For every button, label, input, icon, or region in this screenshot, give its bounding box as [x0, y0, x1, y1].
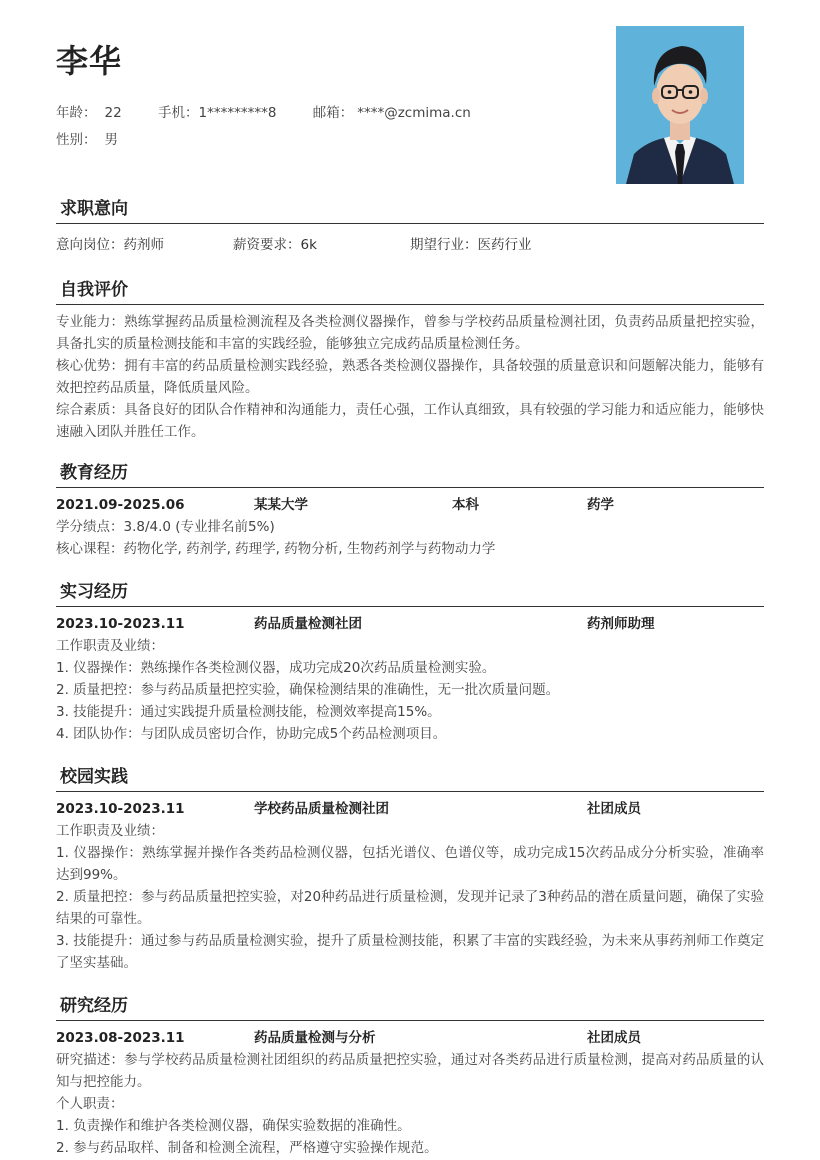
- education-courses: 核心课程：药物化学, 药剂学, 药理学, 药物分析, 生物药剂学与药物动力学: [56, 541, 496, 557]
- list-item: 2. 质量把控：参与药品质量把控实验，对20种药品进行质量检测，发现并记录了3种药品的潜在质量问题，确保了实验结果的可靠性。: [56, 889, 764, 927]
- list-item: 1. 仪器操作：熟练掌握并操作各类药品检测仪器，包括光谱仪、色谱仪等，成功完成15次药品成分分析实验，准确率达到99%。: [56, 845, 764, 883]
- gender-row: [56, 128, 150, 148]
- email-field: 邮箱： ****@zcmima.cn: [312, 105, 471, 121]
- list-item: 3. 技能提升：通过参与药品质量检测实验，提升了质量检测技能，积累了丰富的实践经验，为未来从事药剂师工作奠定了坚实基础。: [56, 933, 764, 971]
- education-school: 某某大学: [254, 497, 308, 513]
- self-eval-paragraph: 综合素质：具备良好的团队合作精神和沟通能力，责任心强，工作认真细致，具有较强的学习能力和适应能力，能够快速融入团队并胜任工作。: [56, 402, 764, 440]
- phone-field: 手机：1*********8: [157, 105, 277, 121]
- list-item: 4. 团队协作：与团队成员密切合作，协助完成5个药品检测项目。: [56, 726, 447, 742]
- section-title: 校园实践: [56, 765, 764, 792]
- research-project: 药品质量检测与分析: [254, 1030, 376, 1046]
- list-item: 2. 参与药品取样、制备和检测全流程，严格遵守实验操作规范。: [56, 1140, 438, 1156]
- campus-role: 社团成员: [587, 801, 641, 817]
- section-internship: [56, 580, 764, 745]
- research-description: 研究描述：参与学校药品质量检测社团组织的药品质量把控实验，通过对各类药品进行质量检测，提高对药品质量的认知与把控能力。: [56, 1052, 764, 1090]
- list-item: 2. 质量把控：参与药品质量把控实验，确保检测结果的准确性，无一批次质量问题。: [56, 682, 560, 698]
- section-campus-practice: [56, 765, 764, 974]
- list-item: 1. 负责操作和维护各类检测仪器，确保实验数据的准确性。: [56, 1118, 411, 1134]
- candidate-name: 李华: [56, 42, 123, 80]
- section-self-evaluation: [56, 278, 764, 443]
- section-research: [56, 994, 764, 1159]
- list-item: 3. 技能提升：通过实践提升质量检测技能，检测效率提高15%。: [56, 704, 441, 720]
- campus-date: 2023.10-2023.11: [56, 801, 185, 817]
- education-degree: 本科: [452, 497, 479, 513]
- self-eval-paragraph: 核心优势：拥有丰富的药品质量检测实践经验，熟悉各类检测仪器操作，具备较强的质量意识和问题解决能力，能够有效把控药品质量，降低质量风险。: [56, 358, 764, 396]
- section-job-intent: [56, 197, 764, 256]
- education-major: 药学: [587, 497, 614, 513]
- contact-row: [56, 101, 503, 121]
- research-date: 2023.08-2023.11: [56, 1030, 185, 1046]
- age-field: 年龄： 22: [56, 105, 122, 121]
- section-title: 实习经历: [56, 580, 764, 607]
- internship-org: 药品质量检测社团: [254, 616, 362, 632]
- intent-salary: 薪资要求：6k: [233, 237, 317, 253]
- internship-intro: 工作职责及业绩：: [56, 638, 164, 654]
- intent-industry: 期望行业：医药行业: [410, 237, 532, 253]
- profile-photo: [616, 26, 744, 184]
- list-item: 1. 仪器操作：熟练操作各类检测仪器，成功完成20次药品质量检测实验。: [56, 660, 496, 676]
- education-gpa: 学分绩点：3.8/4.0 (专业排名前5%): [56, 519, 275, 535]
- research-role: 社团成员: [587, 1030, 641, 1046]
- internship-date: 2023.10-2023.11: [56, 616, 185, 632]
- section-title: 研究经历: [56, 994, 764, 1021]
- campus-intro: 工作职责及业绩：: [56, 823, 164, 839]
- research-duty-intro: 个人职责：: [56, 1096, 124, 1112]
- self-eval-paragraph: 专业能力：熟练掌握药品质量检测流程及各类检测仪器操作，曾参与学校药品质量检测社团，负责药品质量把控实验，具备扎实的质量检测技能和丰富的实践经验，能够独立完成药品质量检测任务。: [56, 314, 764, 352]
- internship-role: 药剂师助理: [587, 616, 655, 632]
- intent-position: 意向岗位：药剂师: [56, 237, 164, 253]
- education-date: 2021.09-2025.06: [56, 497, 185, 513]
- section-title: 求职意向: [56, 197, 764, 224]
- section-title: 自我评价: [56, 278, 764, 305]
- section-title: 教育经历: [56, 461, 764, 488]
- gender-field: 性别： 男: [56, 132, 118, 148]
- campus-org: 学校药品质量检测社团: [254, 801, 389, 817]
- section-education: [56, 461, 764, 560]
